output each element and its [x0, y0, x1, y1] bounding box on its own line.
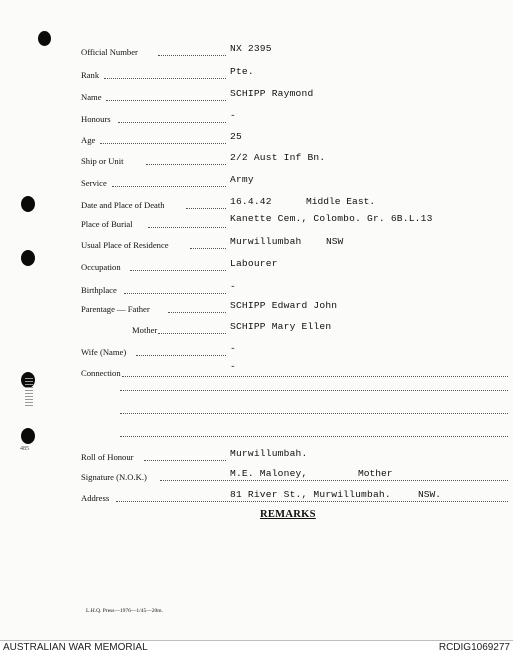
record-id: RCDIG1069277	[438, 642, 510, 653]
field-row-ship-or-unit	[0, 152, 513, 168]
connection-blank-line	[120, 390, 508, 391]
field-label: Birthplace	[81, 285, 117, 295]
field-value: Army	[230, 174, 254, 185]
field-value-secondary: NSW.	[418, 489, 442, 500]
field-value: Labourer	[230, 258, 278, 269]
field-value: 16.4.42	[230, 196, 272, 207]
field-row-age	[0, 131, 513, 147]
field-row-mother	[0, 321, 513, 337]
field-value: -	[230, 361, 236, 372]
dotted-line	[168, 312, 226, 313]
institution-name: AUSTRALIAN WAR MEMORIAL	[3, 642, 148, 653]
dotted-line	[116, 501, 508, 502]
field-value: -	[230, 110, 236, 121]
dotted-line	[186, 208, 226, 209]
field-label: Address	[81, 493, 110, 503]
dotted-line	[124, 293, 226, 294]
field-row-address	[0, 489, 513, 505]
dotted-line	[130, 270, 226, 271]
field-value: 81 River St., Murwillumbah.	[230, 489, 391, 500]
dotted-line	[158, 55, 226, 56]
field-value: Pte.	[230, 66, 254, 77]
connection-blank-line	[120, 413, 508, 414]
dotted-line	[122, 376, 508, 377]
dotted-line	[160, 480, 508, 481]
field-row-connection	[0, 361, 513, 380]
field-value: M.E. Maloney,	[230, 468, 308, 479]
field-row-place-of-burial	[0, 213, 513, 229]
field-value: SCHIPP Mary Ellen	[230, 321, 332, 332]
field-row-occupation	[0, 258, 513, 274]
field-label: Mother	[132, 325, 158, 335]
field-row-signature	[0, 468, 513, 484]
archive-footer	[0, 640, 513, 655]
field-label: Rank	[81, 70, 100, 80]
field-value: SCHIPP Raymond	[230, 88, 314, 99]
field-value: NX 2395	[230, 43, 272, 54]
dotted-line	[104, 78, 226, 79]
field-label: Connection	[81, 368, 121, 378]
field-value: Murwillumbah.	[230, 448, 308, 459]
field-label: Roll of Honour	[81, 452, 134, 462]
field-value: Murwillumbah	[230, 236, 302, 247]
field-label: Place of Burial	[81, 219, 133, 229]
field-label: Signature (N.O.K.)	[81, 472, 147, 482]
field-value: 2/2 Aust Inf Bn.	[230, 152, 326, 163]
dotted-line	[148, 227, 226, 228]
dotted-line	[190, 248, 226, 249]
field-value-secondary: Mother	[358, 468, 393, 479]
field-label: Wife (Name)	[81, 347, 127, 357]
field-label: Parentage — Father	[81, 304, 150, 314]
field-label: Honours	[81, 114, 111, 124]
field-row-service	[0, 174, 513, 190]
dotted-line	[158, 333, 226, 334]
field-row-rank	[0, 66, 513, 82]
dotted-line	[136, 355, 226, 356]
printer-imprint: L.H.Q. Press—1976—1/45—20m.	[86, 608, 163, 614]
field-value-secondary: Middle East.	[306, 196, 376, 207]
field-value-secondary: NSW	[326, 236, 344, 247]
field-label: Usual Place of Residence	[81, 240, 169, 250]
punch-hole-bottom	[21, 428, 35, 444]
dotted-line	[118, 122, 226, 123]
field-row-official-number	[0, 43, 513, 59]
field-label: Ship or Unit	[81, 156, 124, 166]
field-value: -	[230, 281, 236, 292]
dotted-line	[100, 143, 226, 144]
field-label: Official Number	[81, 47, 138, 57]
field-value: -	[230, 343, 236, 354]
field-label: Name	[81, 92, 102, 102]
field-label: Date and Place of Death	[81, 200, 165, 210]
connection-blank-line	[120, 436, 508, 437]
field-row-usual-residence	[0, 236, 513, 252]
field-row-roll-of-honour	[0, 448, 513, 464]
field-value: SCHIPP Edward John	[230, 300, 338, 311]
field-row-honours	[0, 110, 513, 126]
field-row-birthplace	[0, 281, 513, 297]
dotted-line	[146, 164, 226, 165]
field-label: Age	[81, 135, 96, 145]
dotted-line	[144, 460, 226, 461]
field-value: 25	[230, 131, 242, 142]
dotted-line	[112, 186, 226, 187]
field-row-name	[0, 88, 513, 104]
field-row-wife	[0, 343, 513, 359]
scan-artifact	[25, 378, 33, 408]
field-row-father	[0, 300, 513, 316]
dotted-line	[106, 100, 226, 101]
field-value: Kanette Cem., Colombo. Gr. 6B.L.13	[230, 213, 433, 224]
remarks-heading: REMARKS	[260, 509, 316, 520]
folio-number: 485	[20, 446, 29, 452]
field-label: Occupation	[81, 262, 121, 272]
field-row-date-place-death	[0, 196, 513, 212]
field-label: Service	[81, 178, 107, 188]
